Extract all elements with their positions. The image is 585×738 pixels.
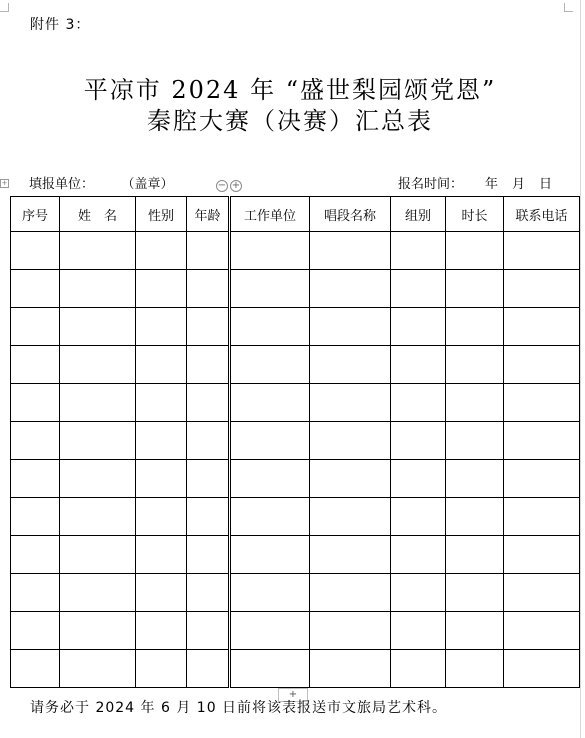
table-cell[interactable] <box>11 232 60 270</box>
table-cell[interactable] <box>504 384 580 422</box>
table-cell[interactable] <box>231 384 310 422</box>
table-cell[interactable] <box>60 232 136 270</box>
table-cell[interactable] <box>504 536 580 574</box>
registration-table-left <box>10 196 229 688</box>
day-label: 日 <box>539 177 553 192</box>
table-cell[interactable] <box>136 536 187 574</box>
table-cell[interactable] <box>391 384 446 422</box>
table-cell[interactable] <box>504 232 580 270</box>
table-cell[interactable] <box>231 308 310 346</box>
table-cell[interactable] <box>136 650 187 688</box>
document-title-line2: 秦腔大赛（决赛）汇总表 <box>147 107 433 135</box>
column-header: 时长 <box>446 197 504 232</box>
table-row <box>231 384 580 422</box>
table-row <box>11 536 229 574</box>
table-cell[interactable] <box>504 460 580 498</box>
report-time-field <box>398 173 552 192</box>
table-cell[interactable] <box>446 346 504 384</box>
table-row <box>11 612 229 650</box>
table-cell[interactable] <box>11 422 60 460</box>
table-cell[interactable] <box>187 422 229 460</box>
table-cell[interactable] <box>446 574 504 612</box>
table-cell[interactable] <box>504 422 580 460</box>
table-cell[interactable] <box>187 232 229 270</box>
table-cell[interactable] <box>187 270 229 308</box>
table-cell[interactable] <box>446 384 504 422</box>
table-cell[interactable] <box>11 460 60 498</box>
year-label: 年 <box>485 177 499 192</box>
table-cell[interactable] <box>60 346 136 384</box>
table-cell[interactable] <box>231 232 310 270</box>
table-row <box>11 270 229 308</box>
table-cell[interactable] <box>136 270 187 308</box>
table-cell[interactable] <box>187 346 229 384</box>
table-cell[interactable] <box>504 574 580 612</box>
column-header: 组别 <box>391 197 446 232</box>
column-header: 姓 名 <box>60 197 136 232</box>
table-cell[interactable] <box>504 498 580 536</box>
report-time-label: 报名时间： <box>398 177 464 192</box>
table-row <box>11 574 229 612</box>
column-header: 联系电话 <box>504 197 580 232</box>
table-cell[interactable] <box>446 232 504 270</box>
table-row <box>11 232 229 270</box>
table-row <box>231 536 580 574</box>
table-cell[interactable] <box>231 498 310 536</box>
table-row <box>231 612 580 650</box>
table-row <box>231 308 580 346</box>
table-row <box>11 650 229 688</box>
add-row-button[interactable]: + <box>278 688 308 702</box>
table-cell[interactable] <box>136 232 187 270</box>
table-cell[interactable] <box>504 612 580 650</box>
document-title-line1: 平凉市 2024 年 “盛世梨园颂党恩” <box>83 76 497 104</box>
table-cell[interactable] <box>504 270 580 308</box>
table-row <box>11 384 229 422</box>
table-row <box>231 422 580 460</box>
table-cell[interactable] <box>504 650 580 688</box>
table-cell[interactable] <box>60 650 136 688</box>
table-cell[interactable] <box>136 422 187 460</box>
margin-corner-mark <box>564 3 573 12</box>
table-cell[interactable] <box>231 612 310 650</box>
table-cell[interactable] <box>310 384 391 422</box>
table-cell[interactable] <box>60 498 136 536</box>
table-row <box>231 232 580 270</box>
table-cell[interactable] <box>60 536 136 574</box>
table-row <box>11 498 229 536</box>
table-header-row <box>231 197 580 232</box>
table-cell[interactable] <box>136 308 187 346</box>
table-cell[interactable] <box>391 346 446 384</box>
table-row <box>231 650 580 688</box>
table-cell[interactable] <box>446 270 504 308</box>
table-cell[interactable] <box>187 536 229 574</box>
collapse-column-icon[interactable]: − <box>217 180 227 191</box>
table-cell[interactable] <box>136 460 187 498</box>
table-cell[interactable] <box>504 308 580 346</box>
table-cell[interactable] <box>391 422 446 460</box>
column-header: 工作单位 <box>231 197 310 232</box>
table-cell[interactable] <box>60 612 136 650</box>
table-cell[interactable] <box>391 650 446 688</box>
table-cell[interactable] <box>310 498 391 536</box>
column-header: 性别 <box>136 197 187 232</box>
column-header: 唱段名称 <box>310 197 391 232</box>
table-cell[interactable] <box>446 308 504 346</box>
table-cell[interactable] <box>136 346 187 384</box>
table-cell[interactable] <box>310 460 391 498</box>
table-cell[interactable] <box>310 232 391 270</box>
table-cell[interactable] <box>446 422 504 460</box>
table-cell[interactable] <box>136 384 187 422</box>
table-cell[interactable] <box>231 460 310 498</box>
table-cell[interactable] <box>446 498 504 536</box>
table-cell[interactable] <box>231 574 310 612</box>
table-cell[interactable] <box>391 574 446 612</box>
table-cell[interactable] <box>310 270 391 308</box>
table-cell[interactable] <box>11 308 60 346</box>
table-cell[interactable] <box>310 536 391 574</box>
table-cell[interactable] <box>187 574 229 612</box>
table-cell[interactable] <box>60 270 136 308</box>
table-row <box>11 308 229 346</box>
table-cell[interactable] <box>310 308 391 346</box>
table-cell[interactable] <box>231 422 310 460</box>
submission-note: 请务必于 2024 年 6 月 10 日前将该表报送市文旅局艺术科。 <box>30 700 448 716</box>
table-cell[interactable] <box>391 270 446 308</box>
registration-table-right <box>230 196 580 688</box>
table-cell[interactable] <box>136 498 187 536</box>
table-cell[interactable] <box>231 346 310 384</box>
table-cell[interactable] <box>11 650 60 688</box>
table-cell[interactable] <box>11 270 60 308</box>
table-cell[interactable] <box>391 612 446 650</box>
table-cell[interactable] <box>231 536 310 574</box>
table-cell[interactable] <box>310 612 391 650</box>
table-cell[interactable] <box>446 460 504 498</box>
table-cell[interactable] <box>187 384 229 422</box>
table-cell[interactable] <box>310 650 391 688</box>
table-cell[interactable] <box>446 650 504 688</box>
table-cell[interactable] <box>391 308 446 346</box>
table-row <box>231 460 580 498</box>
table-row <box>11 460 229 498</box>
table-cell[interactable] <box>187 612 229 650</box>
table-cell[interactable] <box>11 612 60 650</box>
table-cell[interactable] <box>136 574 187 612</box>
table-cell[interactable] <box>187 460 229 498</box>
table-cell[interactable] <box>504 346 580 384</box>
column-header: 序号 <box>11 197 60 232</box>
table-cell[interactable] <box>231 270 310 308</box>
table-cell[interactable] <box>310 422 391 460</box>
table-cell[interactable] <box>391 536 446 574</box>
table-header-row <box>11 197 229 232</box>
table-cell[interactable] <box>60 308 136 346</box>
table-row <box>231 574 580 612</box>
table-row <box>231 270 580 308</box>
fill-unit-field <box>29 173 174 192</box>
table-cell[interactable] <box>60 384 136 422</box>
expand-column-icon[interactable]: + <box>231 180 241 191</box>
table-cell[interactable] <box>60 460 136 498</box>
table-cell[interactable] <box>187 650 229 688</box>
month-label: 月 <box>512 177 526 192</box>
margin-corner-mark <box>0 3 9 12</box>
attachment-label: 附件 3： <box>30 17 91 33</box>
seal-label: （盖章） <box>128 177 174 192</box>
table-cell[interactable] <box>446 536 504 574</box>
column-header: 年龄 <box>187 197 229 232</box>
table-cell[interactable] <box>11 498 60 536</box>
table-cell[interactable] <box>391 498 446 536</box>
table-cell[interactable] <box>187 498 229 536</box>
table-cell[interactable] <box>310 574 391 612</box>
table-row <box>11 422 229 460</box>
table-cell[interactable] <box>11 574 60 612</box>
table-cell[interactable] <box>391 460 446 498</box>
table-cell[interactable] <box>11 384 60 422</box>
table-row <box>231 346 580 384</box>
table-cell[interactable] <box>391 232 446 270</box>
table-cell[interactable] <box>11 346 60 384</box>
table-row <box>231 498 580 536</box>
table-move-handle-icon[interactable]: + <box>1 179 8 187</box>
page-edge <box>580 0 581 738</box>
table-row <box>11 346 229 384</box>
table-cell[interactable] <box>11 536 60 574</box>
table-cell[interactable] <box>231 650 310 688</box>
table-cell[interactable] <box>310 346 391 384</box>
table-cell[interactable] <box>187 308 229 346</box>
table-cell[interactable] <box>446 612 504 650</box>
table-cell[interactable] <box>136 612 187 650</box>
table-cell[interactable] <box>60 422 136 460</box>
table-cell[interactable] <box>60 574 136 612</box>
fill-unit-label: 填报单位： <box>29 177 95 192</box>
